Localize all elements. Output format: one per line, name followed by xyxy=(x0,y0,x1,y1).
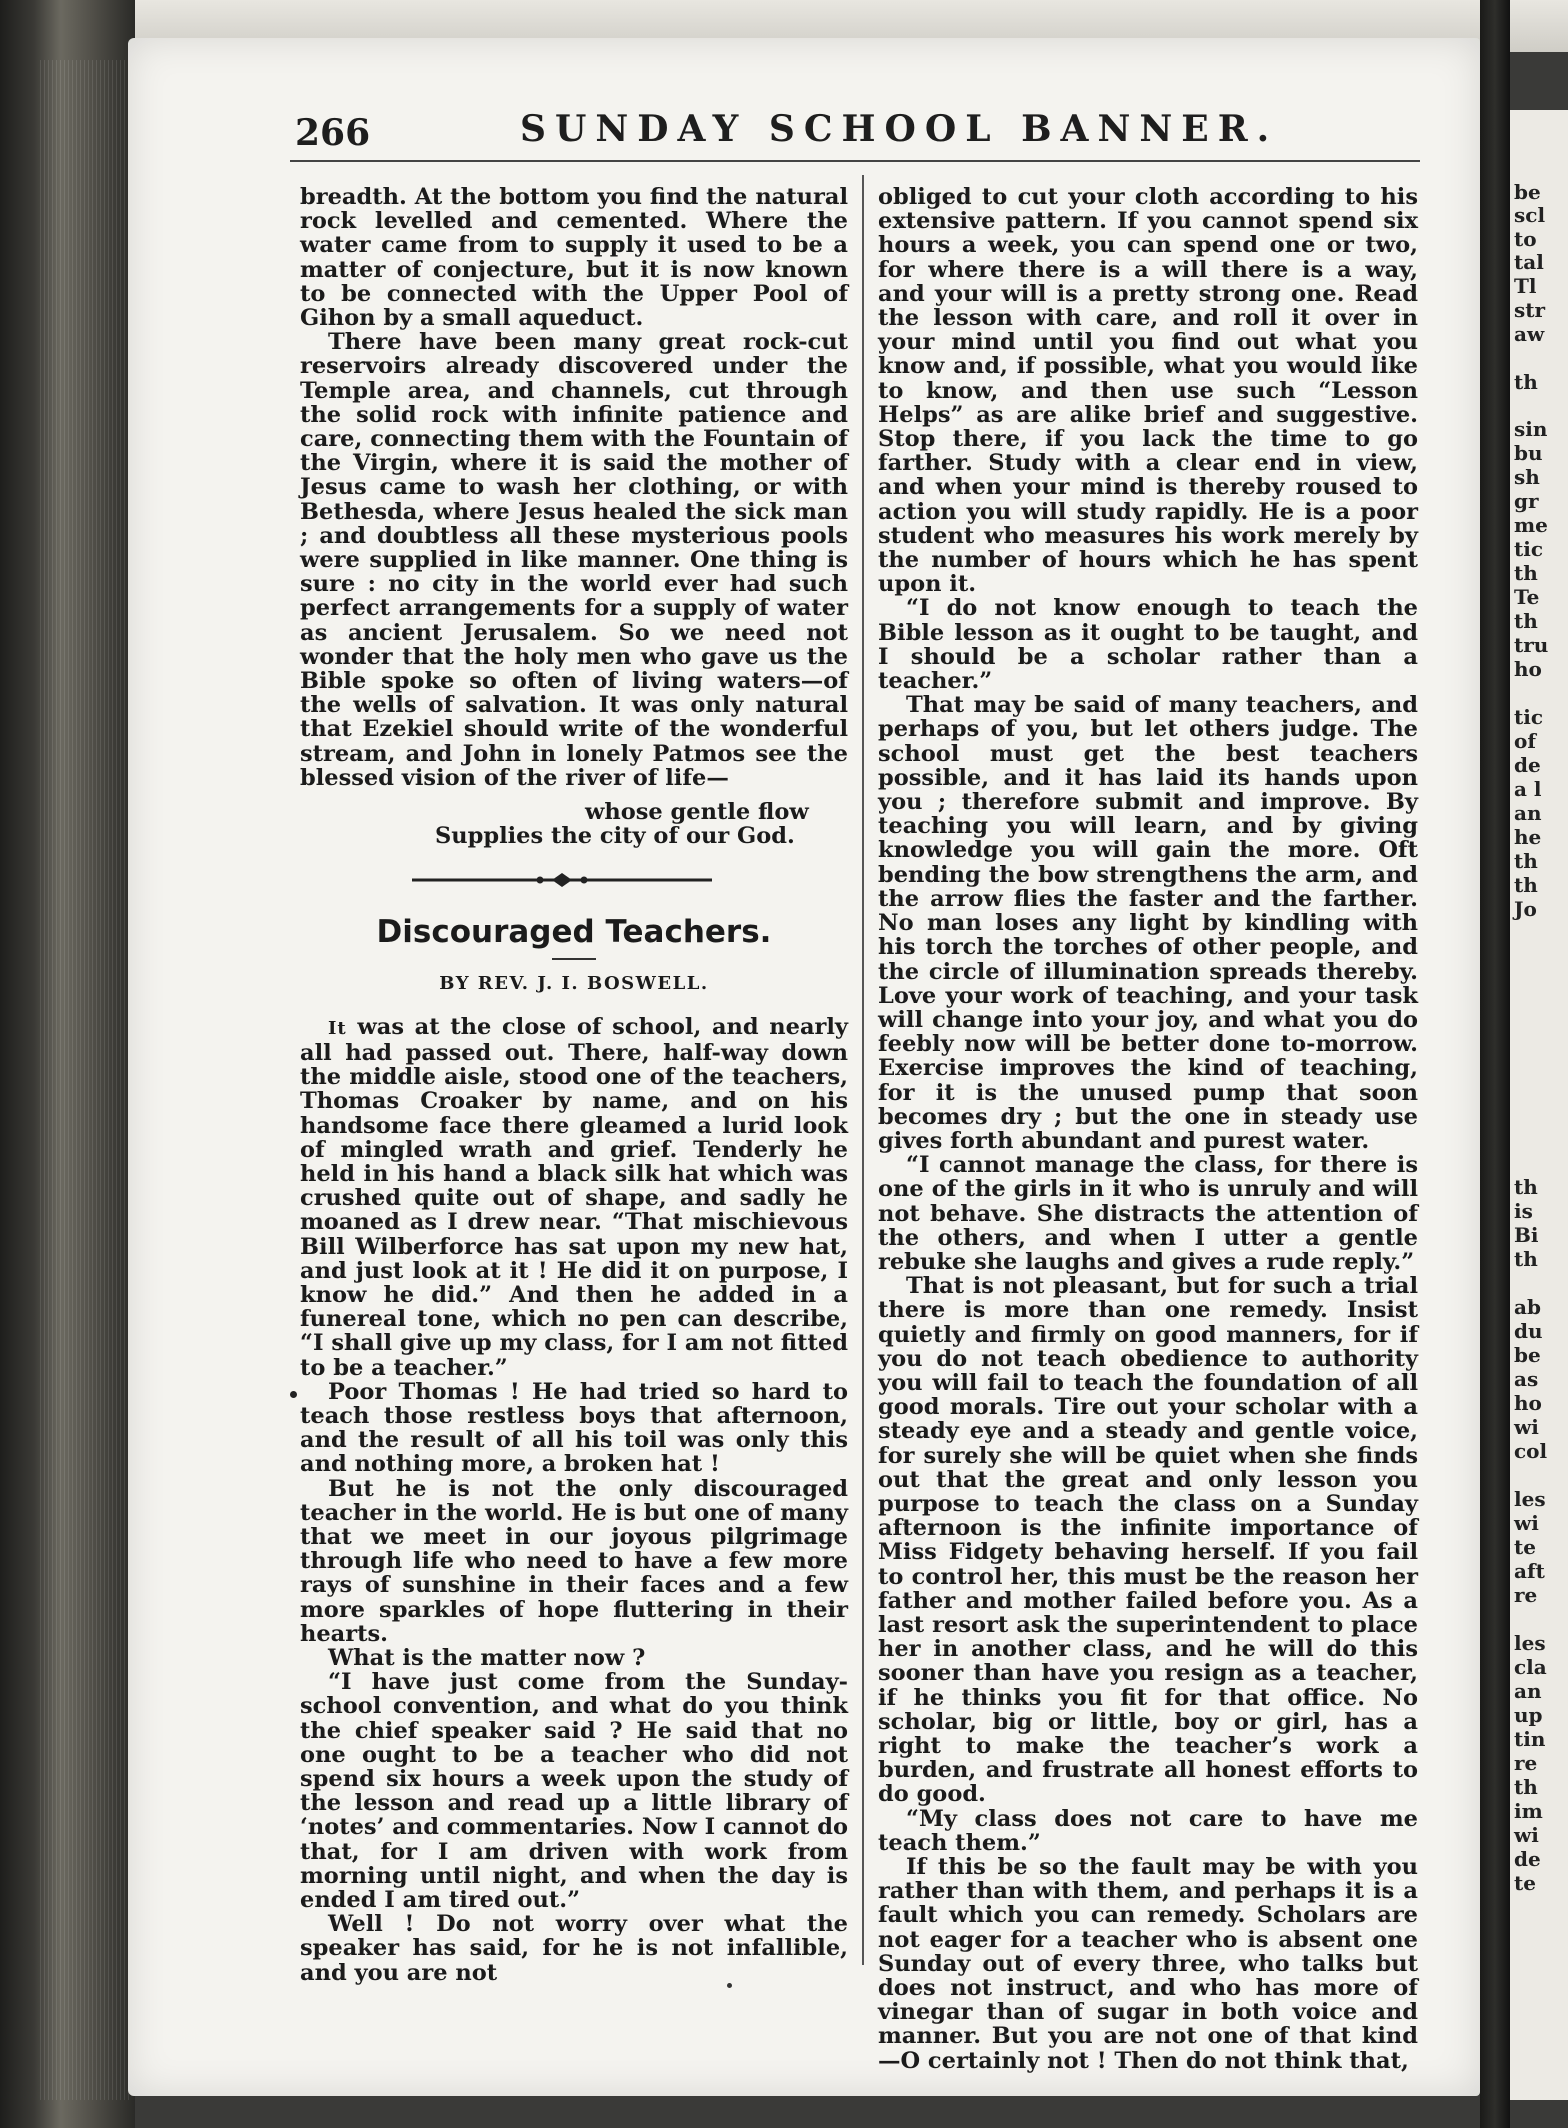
facing-page-fragment: th xyxy=(1514,1247,1538,1271)
left-column xyxy=(300,185,848,1985)
facing-page-fragment: th xyxy=(1514,561,1538,585)
facing-page-fragment: ho xyxy=(1514,1391,1542,1415)
facing-page-fragment: he xyxy=(1514,825,1542,849)
facing-page xyxy=(1510,110,1568,2100)
facing-page-fragment: te xyxy=(1514,1871,1536,1895)
book-spine-edge xyxy=(0,0,135,2128)
paragraph: “My class does not care to have me teach them.” xyxy=(878,1805,1418,1856)
facing-page-fragment: re xyxy=(1514,1751,1538,1775)
facing-page-fragment: str xyxy=(1514,298,1546,322)
facing-page-fragment: th xyxy=(1514,849,1538,873)
verse-line: whose gentle flow xyxy=(585,799,809,826)
page-number: 266 xyxy=(295,112,371,154)
facing-page-fragment: up xyxy=(1514,1703,1543,1727)
facing-page-fragment: les xyxy=(1514,1631,1546,1655)
facing-page-fragment: is xyxy=(1514,1199,1533,1223)
paragraph: What is the matter now ? xyxy=(328,1644,646,1671)
paragraph-text: was at the close of school, and nearly all had passed out. There, half-way down the middle aisle, stood one of the teachers, Thomas Croaker by name, and on his handsome face there gleamed a lurid look of mingled wrath and grief. Tenderly he held in his hand a black silk hat which was crushed quite out of shape, and sadly he moaned as I drew near. “That mischievous Bill Wilberforce has sat upon my new hat, and just look at it ! He did it on purpose, I know he did.” And then he added in a funereal tone, which no pen can describe, “I shall give up my class, for I am not fitted to be a teacher.” xyxy=(300,1013,848,1381)
facing-page-fragment: ab xyxy=(1514,1295,1541,1319)
paragraph: obliged to cut your cloth according to his extensive pattern. If you cannot spend six hours a week, you can spend one or two, for where there is a will there is a way, and your will is a pretty strong one. Read the lesson with care, and roll it over in your mind until you find out what you know and, if possible, what you would like to know, and then use such “Lesson Helps” as are alike brief and suggestive. Stop there, if you lack the time to go farther. Study with a clear end in view, and when your mind is thereby roused to action you will study rapidly. He is a poor student who measures his work merely by the number of hours which he has spent upon it. xyxy=(878,184,1418,598)
facing-page-fragment: th xyxy=(1514,609,1538,633)
paragraph: Poor Thomas ! He had tried so hard to teach those restless boys that afternoon, and the result of all his toil was only this and nothing more, a broken hat ! xyxy=(300,1378,848,1478)
facing-page-fragment: wi xyxy=(1514,1823,1539,1847)
facing-page-fragment: tal xyxy=(1514,250,1544,274)
paragraph: If this be so the fault may be with you rather than with them, and perhaps it is a fault which you can remedy. Scholars are not eager for a teacher who is absent one Sunday out of every three, who talks but does not instruct, and who has more of vinegar than of sugar in both voice and manner. But you are not one of that kind —O certainly not ! Then do not think that, xyxy=(878,1854,1418,2074)
facing-page-fragment: Tl xyxy=(1514,274,1537,298)
facing-page-fragment: as xyxy=(1514,1367,1539,1391)
facing-page-fragment: be xyxy=(1514,180,1541,204)
facing-page-fragment: cla xyxy=(1514,1655,1547,1679)
paragraph: “I have just come from the Sunday-school convention, and what do you think the chief speaker said ? He said that no one ought to be a teacher who did not spend six hours a week upon the study of the lesson and read up a little library of ‘notes’ and commentaries. Now I cannot do that, for I am driven with work from morning until night, and when the day is ended I am tired out.” xyxy=(300,1669,848,1913)
facing-page-fragment: Jo xyxy=(1514,897,1537,921)
facing-page-fragment: sh xyxy=(1514,465,1540,489)
facing-page-fragment: aw xyxy=(1514,322,1545,346)
facing-page-fragment: du xyxy=(1514,1319,1543,1343)
facing-page-fragment: wi xyxy=(1514,1415,1539,1439)
margin-mark xyxy=(727,1983,732,1988)
facing-page-fragment: th xyxy=(1514,1775,1538,1799)
facing-page-fragment: tru xyxy=(1514,633,1549,657)
facing-page-fragment: an xyxy=(1514,801,1542,825)
facing-page-fragment: bu xyxy=(1514,441,1543,465)
facing-page-fragment: be xyxy=(1514,1343,1541,1367)
facing-page-fragment: of xyxy=(1514,729,1536,753)
column-rule xyxy=(862,175,864,1965)
facing-page-fragment: sin xyxy=(1514,417,1548,441)
article-title: Discouraged Teachers. xyxy=(376,914,772,951)
facing-page-fragment: ho xyxy=(1514,657,1542,681)
drop-cap: It xyxy=(328,1017,347,1039)
book-gutter xyxy=(1480,0,1510,2128)
header-rule xyxy=(290,160,1420,162)
facing-page-fragment: th xyxy=(1514,1175,1538,1199)
paragraph: breadth. At the bottom you find the natural rock levelled and cemented. Where the water came from to supply it used to be a matter of conjecture, but it is now known to be connected with the Upper Pool of Gihon by a small aqueduct. xyxy=(300,184,848,332)
paragraph xyxy=(300,1015,848,1380)
facing-page-fragment: scl xyxy=(1514,203,1546,227)
facing-page-fragment: Te xyxy=(1514,585,1540,609)
page-edges xyxy=(40,60,130,2100)
paragraph: But he is not the only discouraged teacher in the world. He is but one of many that we meet in our joyous pilgrimage through life who need to have a few more rays of sunshine in their faces and a few more sparkles of hope fluttering in their hearts. xyxy=(300,1475,848,1647)
facing-page-fragment: de xyxy=(1514,1847,1541,1871)
paragraph: That may be said of many teachers, and perhaps of you, but let others judge. The school must get the best teachers possible, and it has laid its hands upon you ; therefore submit and improve. By teaching you will learn, and by giving knowledge you will gain the more. Oft bending the bow strengthens the arm, and the arrow flies the faster and the farther. No man loses any light by kindling with his torch the torches of other people, and the circle of illumination spreads thereby. Love your work of teaching, and your task will change into your joy, and what you do feebly now will be better done to-morrow. Exercise improves the kind of teaching, for it is the unused pump that soon becomes dry ; but the one in steady use gives forth abundant and purest water. xyxy=(878,692,1418,1154)
verse-line: Supplies the city of our God. xyxy=(435,823,795,850)
paragraph: There have been many great rock-cut reservoirs already discovered under the Temple area, and channels, cut through the solid rock with infinite patience and care, connecting them with the Fountain of the Virgin, where it is said the mother of Jesus came to wash her clothing, or with Bethesda, where Jesus healed the sick man ; and doubtless all these mysterious pools were supplied in like manner. One thing is sure : no city in the world ever had such perfect arrangements for a supply of water as ancient Jerusalem. So we need not wonder that the holy men who gave us the Bible spoke so often of living waters—of the wells of salvation. It was only natural that Ezekiel should write of the wonderful stream, and John in lonely Patmos see the blessed vision of the river of life— xyxy=(300,329,848,791)
ornament-rule-icon xyxy=(412,870,712,890)
facing-page-fragment: tic xyxy=(1514,537,1544,561)
title-rule xyxy=(552,958,596,960)
facing-page-fragment: wi xyxy=(1514,1511,1539,1535)
facing-page-fragment: aft xyxy=(1514,1559,1545,1583)
right-column xyxy=(878,185,1418,2073)
facing-page-fragment: te xyxy=(1514,1535,1536,1559)
facing-page-fragment: an xyxy=(1514,1679,1542,1703)
margin-mark xyxy=(290,1391,297,1398)
section-ornament xyxy=(300,870,848,890)
paragraph: Well ! Do not worry over what the speaker has said, for he is not infallible, and you are not xyxy=(300,1911,848,1986)
facing-page-fragment: les xyxy=(1514,1487,1546,1511)
paragraph: That is not pleasant, but for such a trial there is more than one remedy. Insist quietly and firmly on good manners, for if you do not teach obedience to authority you will fail to teach the foundation of all good morals. Tire out your scholar with a steady eye and a steady and gentle voice, for surely she will be quiet when she finds out that the great and only lesson you purpose to teach the class on a Sunday afternoon is the infinite importance of Miss Fidgety behaving herself. If you fail to control her, this must be the reason her father and mother failed before you. As a last resort ask the superintendent to place her in another class, and he will do this sooner than have you resign as a teacher, if he thinks you fit for that office. No scholar, big or little, boy or girl, has a right to make the teacher’s work a burden, and frustrate all honest efforts to do good. xyxy=(878,1273,1418,1808)
facing-page-fragment: me xyxy=(1514,513,1548,537)
running-title: SUNDAY SCHOOL BANNER. xyxy=(520,108,1279,150)
paragraph: “I do not know enough to teach the Bible lesson as it ought to be taught, and I should be a scholar rather than a teacher.” xyxy=(878,595,1418,695)
facing-page-fragment: col xyxy=(1514,1439,1548,1463)
facing-page-fragment: tin xyxy=(1514,1727,1546,1751)
paragraph: “I cannot manage the class, for there is one of the girls in it who is unruly and will not behave. She distracts the attention of the others, and when I utter a gentle rebuke she laughs and gives a rude reply.” xyxy=(878,1152,1418,1275)
facing-page-fragment: gr xyxy=(1514,489,1539,513)
facing-page-fragment: th xyxy=(1514,370,1538,394)
byline: BY REV. J. I. BOSWELL. xyxy=(439,973,709,995)
facing-page-fragment: de xyxy=(1514,753,1541,777)
facing-page-fragment: th xyxy=(1514,873,1538,897)
facing-page-fragment: tic xyxy=(1514,705,1544,729)
facing-page-fragment: re xyxy=(1514,1583,1538,1607)
facing-page-fragment: im xyxy=(1514,1799,1543,1823)
facing-page-fragment: Bi xyxy=(1514,1223,1539,1247)
facing-page-fragment: a l xyxy=(1514,777,1542,801)
facing-page-fragment: to xyxy=(1514,227,1537,251)
